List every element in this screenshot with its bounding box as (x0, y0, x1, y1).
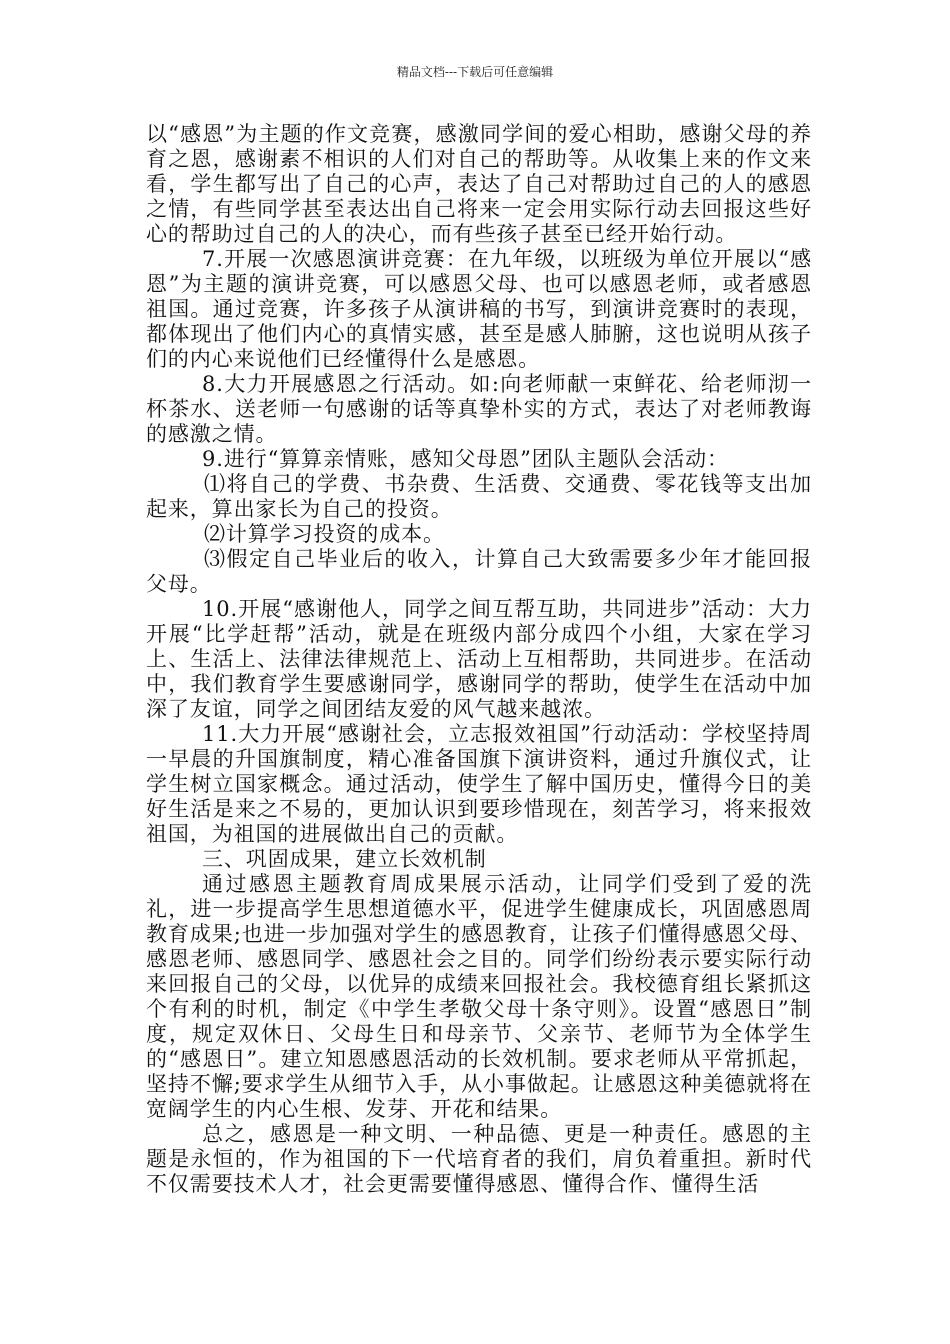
paragraph-item-7: 7.开展一次感恩演讲竞赛：在九年级，以班级为单位开展以“感恩”为主题的演讲竞赛，可以感恩父母、也可以感恩老师，或者感恩祖国。通过竞赛，许多孩子从演讲稿的书写，到演讲竞赛时的表现，都体现出了他们内心的真情实感，甚至是感人肺腑，这也说明从孩子们的内心来说他们已经懂得什么是感恩。 (146, 247, 812, 371)
paragraph-item-10: 10.开展“感谢他人，同学之间互帮互助，共同进步”活动：大力开展“比学赶帮”活动，就是在班级内部分成四个小组，大家在学习上、生活上、法律法律规范上、活动上互相帮助，共同进步。在活动中，我们教育学生要感谢同学，感谢同学的帮助，使学生在活动中加深了友谊，同学之间团结友爱的风气越来越浓。 (146, 597, 812, 721)
paragraph-section-3-body: 通过感恩主题教育周成果展示活动，让同学们受到了爱的洗礼，进一步提高学生思想道德水平，促进学生健康成长，巩固感恩周教育成果;也进一步加强对学生的感恩教育，让孩子们懂得感恩父母、感恩老师、感恩同学、感恩社会之目的。同学们纷纷表示要实际行动来回报自己的父母，以优异的成绩来回报社会。我校德育组长紧抓这个有利的时机，制定《中学生孝敬父母十条守则》。设置“感恩日”制度，规定双休日、父母生日和母亲节、父亲节、老师节为全体学生的“感恩日”。建立知恩感恩活动的长效机制。要求老师从平常抓起，坚持不懈;要求学生从细节入手，从小事做起。让感恩这种美德就将在宽阔学生的内心生根、发芽、开花和结果。 (146, 872, 812, 1121)
paragraph-intro-continuation: 以“感恩”为主题的作文竞赛，感激同学间的爱心相助，感谢父母的养育之恩，感谢素不相识的人们对自己的帮助等。从收集上来的作文来看，学生都写出了自己的心声，表达了自己对帮助过自己的人的感恩之情，有些同学甚至表达出自己将来一定会用实际行动去回报这些好心的帮助过自己的人的决心，而有些孩子甚至已经开始行动。 (146, 122, 812, 246)
document-body (146, 122, 812, 1197)
paragraph-sub-item-3: ⑶假定自己毕业后的收入，计算自己大致需要多少年才能回报父母。 (146, 547, 812, 596)
paragraph-item-9: 9.进行“算算亲情账，感知父母恩”团队主题队会活动： (202, 447, 729, 471)
paragraph-item-8: 8.大力开展感恩之行活动。如:向老师献一束鲜花、给老师沏一杯茶水、送老师一句感谢的话等真挚朴实的方式，表达了对老师教诲的感激之情。 (146, 372, 812, 446)
paragraph-sub-item-1: ⑴将自己的学费、书杂费、生活费、交通费、零花钱等支出加起来，算出家长为自己的投资。 (146, 472, 812, 521)
paragraph-conclusion: 总之，感恩是一种文明、一种品德、更是一种责任。感恩的主题是永恒的，作为祖国的下一代培育者的我们，肩负着重担。新时代不仅需要技术人才，社会更需要懂得感恩、懂得合作、懂得生活 (146, 1122, 812, 1196)
section-heading-3: 三、巩固成果，建立长效机制 (202, 847, 487, 871)
page-header: 精品文档---下载后可任意编辑 (396, 65, 554, 79)
paragraph-item-11: 11.大力开展“感谢社会，立志报效祖国”行动活动：学校坚持周一早晨的升国旗制度，精心准备国旗下演讲资料，通过升旗仪式，让学生树立国家概念。通过活动，使学生了解中国历史，懂得今日的美好生活是来之不易的，更加认识到要珍惜现在，刻苦学习，将来报效祖国，为祖国的进展做出自己的贡献。 (146, 722, 812, 846)
paragraph-sub-item-2: ⑵计算学习投资的成本。 (204, 522, 445, 546)
